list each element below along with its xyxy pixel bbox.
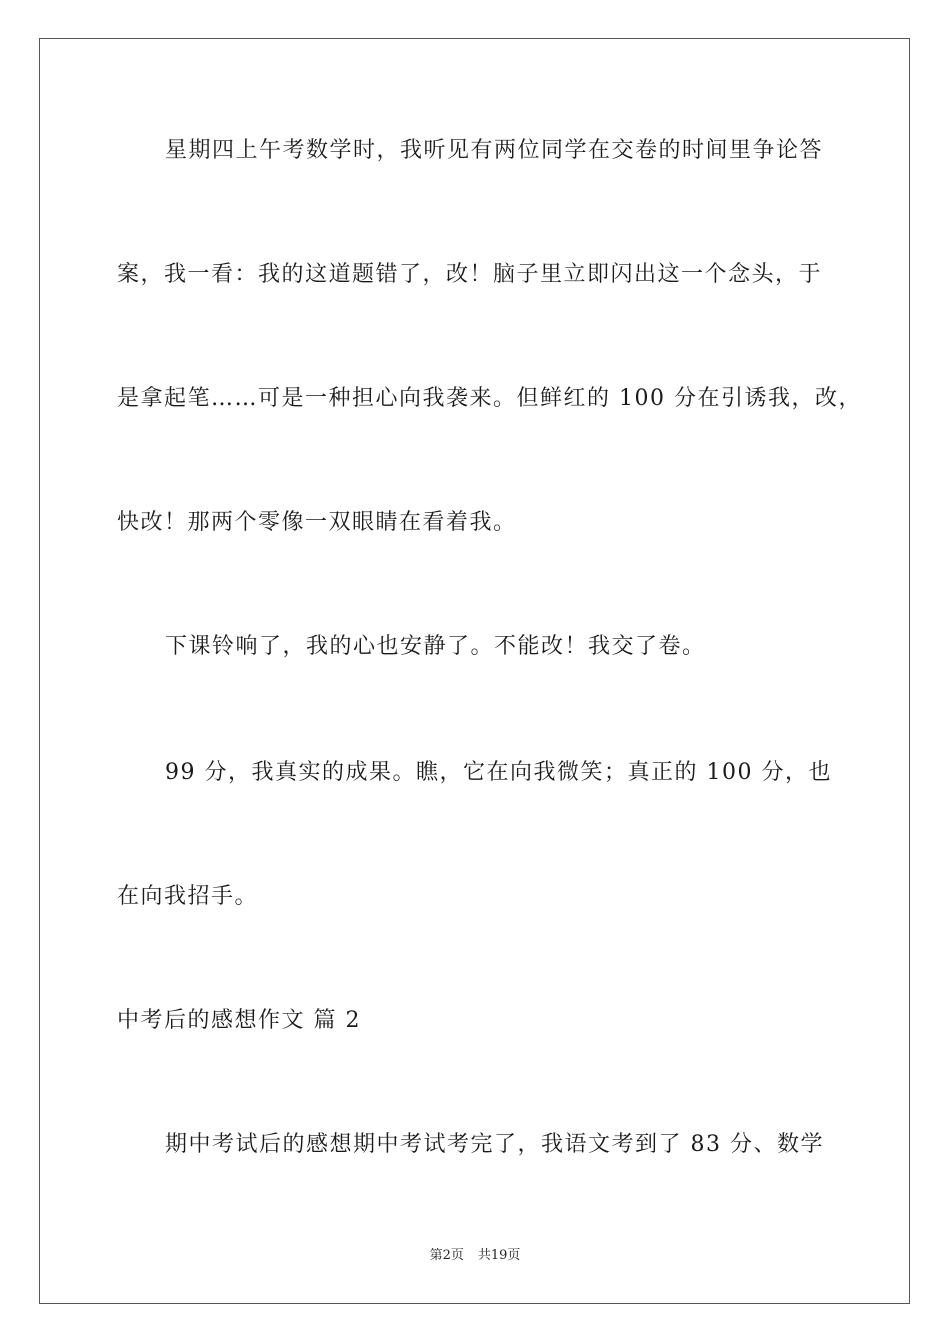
- paragraph-line: 是拿起笔……可是一种担心向我袭来。但鲜红的 100 分在引诱我，改，: [117, 386, 862, 411]
- page-total: 共19页: [477, 1248, 521, 1263]
- section-heading: 中考后的感想作文 篇 2: [117, 1008, 361, 1033]
- paragraph-line: 星期四上午考数学时，我听见有两位同学在交卷的时间里争论答: [165, 138, 824, 163]
- page-number: 第2页: [429, 1248, 464, 1263]
- paragraph-line: 99 分，我真实的成果。瞧，它在向我微笑；真正的 100 分，也: [165, 760, 832, 785]
- paragraph-line: 案，我一看：我的这道题错了，改！脑子里立即闪出这一个念头，于: [117, 262, 823, 287]
- page-footer: [0, 1247, 950, 1265]
- paragraph-line: 快改！那两个零像一双眼睛在看着我。: [117, 510, 517, 535]
- paragraph-line: 在向我招手。: [117, 884, 259, 909]
- paragraph-line: 下课铃响了，我的心也安静了。不能改！我交了卷。: [165, 634, 706, 659]
- page-border: [39, 38, 910, 1304]
- paragraph-line: 期中考试后的感想期中考试考完了，我语文考到了 83 分、数学: [165, 1132, 824, 1157]
